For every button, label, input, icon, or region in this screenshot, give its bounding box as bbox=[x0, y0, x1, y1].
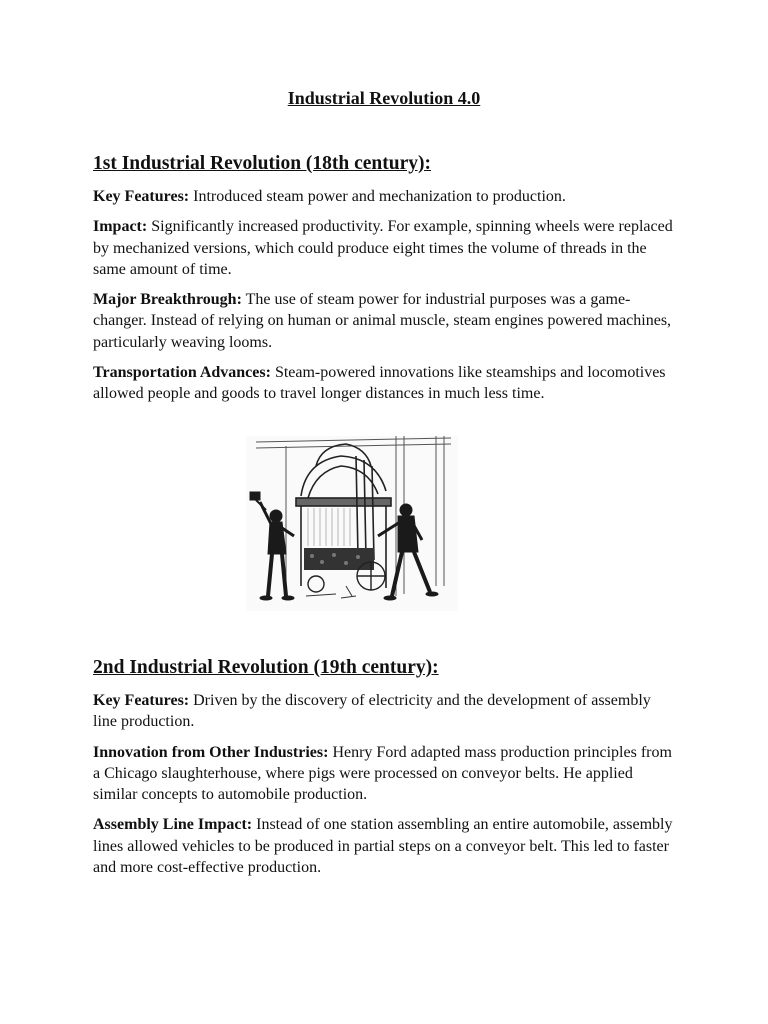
paragraph-key-features bbox=[93, 690, 678, 733]
paragraph-text: The use of steam power for industrial purposes was a game-changer. Instead of relying on human or animal muscle, steam engines powered machines, particularly weaving looms. bbox=[93, 291, 672, 351]
document-title: Industrial Revolution 4.0 bbox=[287, 88, 481, 108]
paragraph-label: Impact: bbox=[93, 218, 148, 236]
paragraph-label: Key Features: bbox=[93, 692, 190, 709]
paragraph-innovation-other-industries bbox=[93, 742, 678, 806]
paragraph-text: Henry Ford adapted mass production principles from a Chicago slaughterhouse, where pigs were processed on conveyor belts. He applied similar concepts to automobile production. bbox=[93, 743, 672, 804]
paragraph-key-features bbox=[93, 186, 678, 207]
loom-breakers-illustration bbox=[246, 436, 458, 611]
paragraph-text: Driven by the discovery of electricity and the development of assembly line production. bbox=[93, 692, 651, 731]
paragraph-impact bbox=[93, 216, 678, 280]
paragraph-text: Introduced steam power and mechanization to production. bbox=[189, 188, 566, 205]
paragraph-label: Major Breakthrough: bbox=[93, 291, 242, 309]
paragraph-transportation bbox=[93, 362, 678, 405]
paragraph-label: Innovation from Other Industries: bbox=[93, 743, 329, 761]
paragraph-assembly-line-impact bbox=[93, 814, 678, 878]
section-heading: 2nd Industrial Revolution (19th century): bbox=[93, 657, 439, 678]
paragraph-text: Steam-powered innovations like steamships and locomotives allowed people and goods to travel longer distances in much less time. bbox=[93, 364, 666, 403]
section-first-revolution bbox=[93, 151, 678, 414]
paragraph-label: Transportation Advances: bbox=[93, 364, 271, 382]
paragraph-major-breakthrough bbox=[93, 289, 678, 353]
section-heading: 1st Industrial Revolution (18th century): bbox=[93, 153, 432, 174]
paragraph-text: Instead of one station assembling an entire automobile, assembly lines allowed vehicles to be produced in partial steps on a conveyor belt. This led to faster and more cost-effective production. bbox=[93, 816, 673, 877]
section-second-revolution bbox=[93, 655, 678, 887]
loom-breakers-icon bbox=[246, 436, 458, 611]
paragraph-text: Significantly increased productivity. For example, spinning wheels were replaced by mechanized versions, which could produce eight times the volume of threads in the same amount of time. bbox=[93, 218, 673, 278]
paragraph-label: Assembly Line Impact: bbox=[93, 816, 253, 834]
paragraph-label: Key Features: bbox=[93, 188, 190, 205]
